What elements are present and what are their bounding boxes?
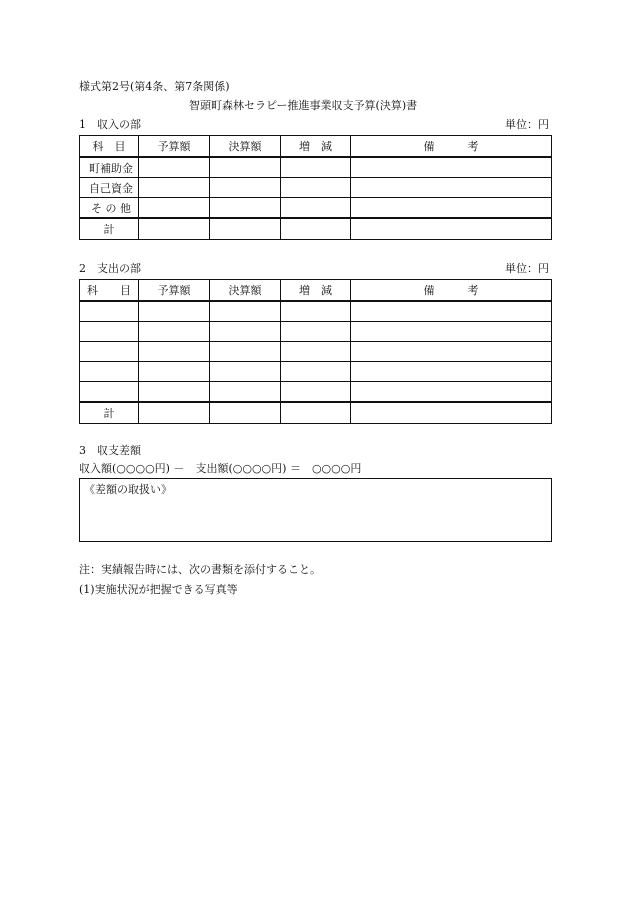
balance-heading: 3 収支差額: [79, 444, 141, 457]
table-cell: [139, 402, 210, 424]
income-header-row: [80, 136, 552, 158]
surplus-handling-label: 《差額の取扱い》: [84, 483, 172, 496]
income-row-label: そ の 他: [80, 198, 139, 219]
table-cell: [210, 178, 281, 198]
table-row: [80, 382, 552, 403]
expense-col-change: 増 減: [281, 280, 351, 302]
income-unit: 単位：円: [505, 118, 549, 131]
table-cell: [210, 157, 281, 178]
table-cell: [210, 198, 281, 219]
table-cell: [351, 342, 552, 362]
expense-total-label: 計: [80, 402, 139, 424]
table-cell: [139, 382, 210, 403]
table-row: [80, 322, 552, 342]
income-total-row: [80, 218, 552, 240]
expense-heading: 2 支出の部: [79, 262, 141, 275]
table-cell: [210, 322, 281, 342]
table-cell: [210, 402, 281, 424]
table-row: [80, 342, 552, 362]
table-cell: [210, 342, 281, 362]
table-cell: [351, 362, 552, 382]
expense-col-settled: 決算額: [210, 280, 281, 302]
table-cell: [80, 382, 139, 403]
table-cell: [139, 157, 210, 178]
table-cell: [351, 198, 552, 219]
note-line: 注：実績報告時には、次の書類を添付すること。: [79, 563, 321, 576]
table-cell: [281, 178, 351, 198]
table-cell: [80, 342, 139, 362]
table-cell: [281, 218, 351, 240]
table-cell: [281, 157, 351, 178]
table-row: [80, 198, 552, 219]
table-cell: [281, 301, 351, 322]
table-cell: [210, 301, 281, 322]
table-row: [80, 362, 552, 382]
table-row: [80, 301, 552, 322]
table-cell: [210, 362, 281, 382]
table-cell: [281, 198, 351, 219]
expense-header-row: [80, 280, 552, 302]
table-cell: [139, 178, 210, 198]
table-cell: [351, 402, 552, 424]
expense-unit: 単位：円: [505, 262, 549, 275]
note-line: (1)実施状況が把握できる写真等: [79, 583, 238, 596]
expense-total-row: [80, 402, 552, 424]
income-col-subject: 科 目: [80, 136, 139, 158]
table-cell: [139, 362, 210, 382]
income-col-settled: 決算額: [210, 136, 281, 158]
income-col-change: 増 減: [281, 136, 351, 158]
table-cell: [80, 322, 139, 342]
form-number: 様式第2号(第4条、第7条関係): [79, 80, 230, 93]
table-cell: [139, 218, 210, 240]
table-cell: [351, 178, 552, 198]
table-cell: [351, 322, 552, 342]
table-cell: [281, 342, 351, 362]
expense-col-remarks: 備 考: [351, 280, 552, 302]
table-cell: [210, 382, 281, 403]
table-cell: [80, 362, 139, 382]
table-cell: [351, 301, 552, 322]
income-row-label: 町補助金: [80, 157, 139, 178]
expense-col-subject: 科 目: [80, 280, 139, 302]
expense-col-budget: 予算額: [139, 280, 210, 302]
income-heading: 1 収入の部: [79, 118, 141, 131]
table-row: [80, 157, 552, 178]
income-table: [79, 135, 552, 240]
table-cell: [139, 198, 210, 219]
table-cell: [351, 218, 552, 240]
income-col-remarks: 備 考: [351, 136, 552, 158]
table-cell: [351, 382, 552, 403]
document-title: 智頭町森林セラピー推進事業収支予算(決算)書: [189, 99, 418, 112]
table-cell: [139, 301, 210, 322]
table-cell: [139, 342, 210, 362]
surplus-handling-box: [79, 478, 552, 542]
balance-formula: 収入額(○○○○円) － 支出額(○○○○円) ＝ ○○○○円: [79, 462, 362, 475]
table-cell: [139, 322, 210, 342]
table-cell: [80, 301, 139, 322]
table-row: [80, 178, 552, 198]
income-row-label: 自己資金: [80, 178, 139, 198]
table-cell: [281, 382, 351, 403]
table-cell: [281, 362, 351, 382]
expense-table: [79, 279, 552, 424]
income-total-label: 計: [80, 218, 139, 240]
income-col-budget: 予算額: [139, 136, 210, 158]
table-cell: [351, 157, 552, 178]
table-cell: [281, 322, 351, 342]
table-cell: [281, 402, 351, 424]
table-cell: [210, 218, 281, 240]
